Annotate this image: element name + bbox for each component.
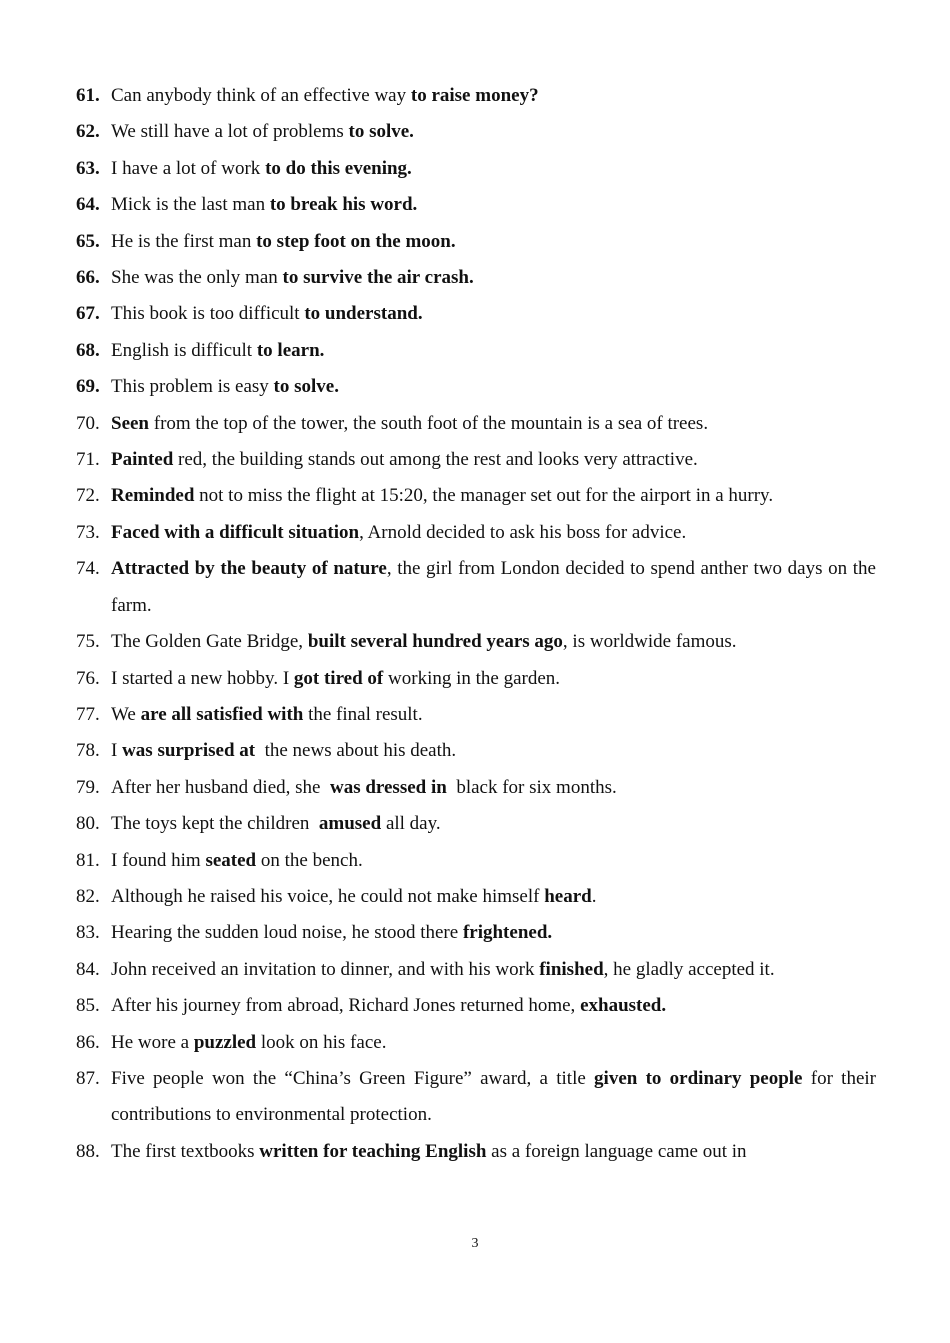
sentence-text: Five people won the “China’s Green Figure” award, a title bbox=[111, 1067, 595, 1089]
sentence-item bbox=[0, 988, 950, 1024]
sentence-item bbox=[0, 551, 950, 624]
sentence-number: 80. bbox=[76, 813, 100, 835]
sentence-number: 74. bbox=[76, 558, 100, 580]
sentence-item bbox=[0, 369, 950, 405]
sentence-text: , Arnold decided to ask his boss for advice. bbox=[359, 521, 687, 543]
sentence-text: the news about his death. bbox=[255, 740, 457, 762]
sentence-text: as a foreign language came out in bbox=[486, 1140, 747, 1162]
sentence-item bbox=[0, 661, 950, 697]
sentence-number: 75. bbox=[76, 631, 100, 653]
sentence-key-phrase: built several hundred years ago bbox=[307, 631, 563, 653]
sentence-text: English is difficult bbox=[111, 339, 257, 361]
sentence-key-phrase: to solve. bbox=[348, 121, 414, 143]
sentence-item bbox=[0, 952, 950, 988]
sentence-text: black for six months. bbox=[446, 776, 617, 798]
sentence-number: 82. bbox=[76, 885, 100, 907]
sentence-text: Can anybody think of an effective way bbox=[111, 85, 411, 106]
page-number: 3 bbox=[471, 1236, 479, 1251]
sentence-item bbox=[0, 296, 950, 332]
sentence-text: all day. bbox=[381, 813, 441, 835]
sentence-item bbox=[0, 879, 950, 915]
sentence-key-phrase: Reminded bbox=[111, 485, 195, 507]
sentence-item bbox=[0, 697, 950, 733]
sentence-item bbox=[0, 806, 950, 842]
sentence-key-phrase: puzzled bbox=[193, 1031, 257, 1053]
sentence-text: She was the only man bbox=[111, 267, 283, 289]
sentence-text: I bbox=[111, 740, 123, 762]
sentence-key-phrase: to break his word. bbox=[269, 194, 418, 216]
sentence-text: He wore a bbox=[111, 1031, 194, 1053]
sentence-text: He is the first man bbox=[111, 230, 257, 252]
sentence-number: 67. bbox=[76, 303, 100, 325]
sentence-key-phrase: heard bbox=[544, 885, 592, 907]
sentence-key-phrase: to understand. bbox=[304, 303, 423, 325]
sentence-number: 86. bbox=[76, 1031, 100, 1053]
sentence-number: 69. bbox=[76, 376, 100, 398]
sentence-text: Although he raised his voice, he could not make himself bbox=[111, 885, 545, 907]
sentence-item bbox=[0, 515, 950, 551]
sentence-text: I have a lot of work bbox=[111, 157, 266, 179]
sentence-number: 88. bbox=[76, 1140, 100, 1162]
sentence-key-phrase: to survive the air crash. bbox=[282, 267, 474, 289]
sentence-key-phrase: Faced with a difficult situation bbox=[111, 521, 360, 543]
sentence-text: The toys kept the children bbox=[111, 813, 319, 835]
sentence-number: 70. bbox=[76, 412, 100, 434]
sentence-item bbox=[0, 843, 950, 879]
sentence-item bbox=[0, 770, 950, 806]
sentence-item bbox=[0, 406, 950, 442]
sentence-key-phrase: exhausted. bbox=[580, 995, 667, 1017]
sentence-text: , he gladly accepted it. bbox=[603, 958, 775, 980]
sentence-text: The Golden Gate Bridge, bbox=[111, 631, 308, 653]
sentence-item bbox=[0, 260, 950, 296]
sentence-item bbox=[0, 478, 950, 514]
sentence-text: This problem is easy bbox=[111, 376, 274, 398]
sentence-key-phrase: was dressed in bbox=[329, 776, 447, 798]
sentence-text: for their contributions to environmental protection. bbox=[111, 1067, 881, 1126]
sentence-item bbox=[0, 151, 950, 187]
sentence-text: The first textbooks bbox=[111, 1140, 260, 1162]
sentence-key-phrase: frightened. bbox=[462, 922, 553, 944]
sentence-number: 72. bbox=[76, 485, 100, 507]
sentence-text: We bbox=[111, 703, 141, 725]
sentence-item bbox=[0, 187, 950, 223]
sentence-item bbox=[0, 442, 950, 478]
sentence-key-phrase: Painted bbox=[111, 449, 174, 471]
sentence-key-phrase: Attracted by the beauty of nature bbox=[111, 558, 387, 580]
sentence-item bbox=[0, 733, 950, 769]
sentence-number: 87. bbox=[76, 1067, 100, 1089]
sentence-text: working in the garden. bbox=[383, 667, 561, 689]
sentence-number: 71. bbox=[76, 449, 100, 471]
sentence-number: 61. bbox=[76, 85, 100, 106]
sentence-item bbox=[0, 1025, 950, 1061]
sentence-text: John received an invitation to dinner, and with his work bbox=[111, 958, 540, 980]
sentence-text: red, the building stands out among the rest and looks very attractive. bbox=[173, 449, 698, 471]
sentence-item bbox=[0, 1134, 950, 1170]
sentence-number: 68. bbox=[76, 339, 100, 361]
sentence-number: 85. bbox=[76, 995, 100, 1017]
sentence-text: the final result. bbox=[303, 703, 423, 725]
sentence-key-phrase: got tired of bbox=[293, 667, 384, 689]
sentence-text: This book is too difficult bbox=[111, 303, 305, 325]
sentence-item bbox=[0, 915, 950, 951]
sentence-number: 81. bbox=[76, 849, 100, 871]
document-body bbox=[0, 78, 950, 1170]
sentence-text: look on his face. bbox=[256, 1031, 387, 1053]
sentence-item bbox=[0, 624, 950, 660]
sentence-key-phrase: Seen bbox=[111, 412, 149, 434]
sentence-number: 79. bbox=[76, 776, 100, 798]
sentence-number: 76. bbox=[76, 667, 100, 689]
sentence-text: , is worldwide famous. bbox=[562, 631, 737, 653]
sentence-text: I started a new hobby. I bbox=[111, 667, 294, 689]
sentence-key-phrase: was surprised at bbox=[122, 740, 256, 762]
sentence-text: , the girl from London decided to spend anther two days on the farm. bbox=[111, 558, 881, 616]
sentence-key-phrase: seated bbox=[205, 849, 257, 871]
sentence-key-phrase: to do this evening. bbox=[265, 157, 412, 179]
sentence-key-phrase: to raise money? bbox=[410, 85, 539, 106]
sentence-number: 73. bbox=[76, 521, 100, 543]
sentence-number: 64. bbox=[76, 194, 100, 216]
sentence-text: After her husband died, she bbox=[111, 776, 330, 798]
sentence-text: . bbox=[591, 885, 597, 907]
sentence-text: from the top of the tower, the south foot of the mountain is a sea of trees. bbox=[149, 412, 709, 434]
sentence-number: 78. bbox=[76, 740, 100, 762]
sentence-key-phrase: to step foot on the moon. bbox=[256, 230, 456, 252]
sentence-number: 63. bbox=[76, 157, 100, 179]
sentence-text: I found him bbox=[111, 849, 206, 871]
sentence-number: 77. bbox=[76, 703, 100, 725]
sentence-number: 62. bbox=[76, 121, 100, 143]
sentence-key-phrase: to learn. bbox=[256, 339, 325, 361]
sentence-number: 83. bbox=[76, 922, 100, 944]
sentence-key-phrase: finished bbox=[539, 958, 604, 980]
sentence-text: on the bench. bbox=[256, 849, 363, 871]
sentence-text: Mick is the last man bbox=[111, 194, 270, 216]
sentence-text: After his journey from abroad, Richard Jones returned home, bbox=[111, 995, 581, 1017]
sentence-number: 66. bbox=[76, 267, 100, 289]
sentence-key-phrase: amused bbox=[318, 813, 382, 835]
sentence-item bbox=[0, 333, 950, 369]
sentence-number: 65. bbox=[76, 230, 100, 252]
sentence-text: We still have a lot of problems bbox=[111, 121, 349, 143]
sentence-number: 84. bbox=[76, 958, 100, 980]
sentence-text: Hearing the sudden loud noise, he stood there bbox=[111, 922, 463, 944]
sentence-item bbox=[0, 224, 950, 260]
sentence-item bbox=[0, 78, 950, 114]
sentence-key-phrase: are all satisfied with bbox=[140, 703, 304, 725]
sentence-item bbox=[0, 114, 950, 150]
sentence-item bbox=[0, 1061, 950, 1134]
sentence-text: not to miss the flight at 15:20, the manager set out for the airport in a hurry. bbox=[194, 485, 774, 507]
sentence-key-phrase: to solve. bbox=[273, 376, 339, 398]
sentence-key-phrase: written for teaching English bbox=[259, 1140, 487, 1162]
sentence-key-phrase: given to ordinary people bbox=[594, 1067, 803, 1089]
